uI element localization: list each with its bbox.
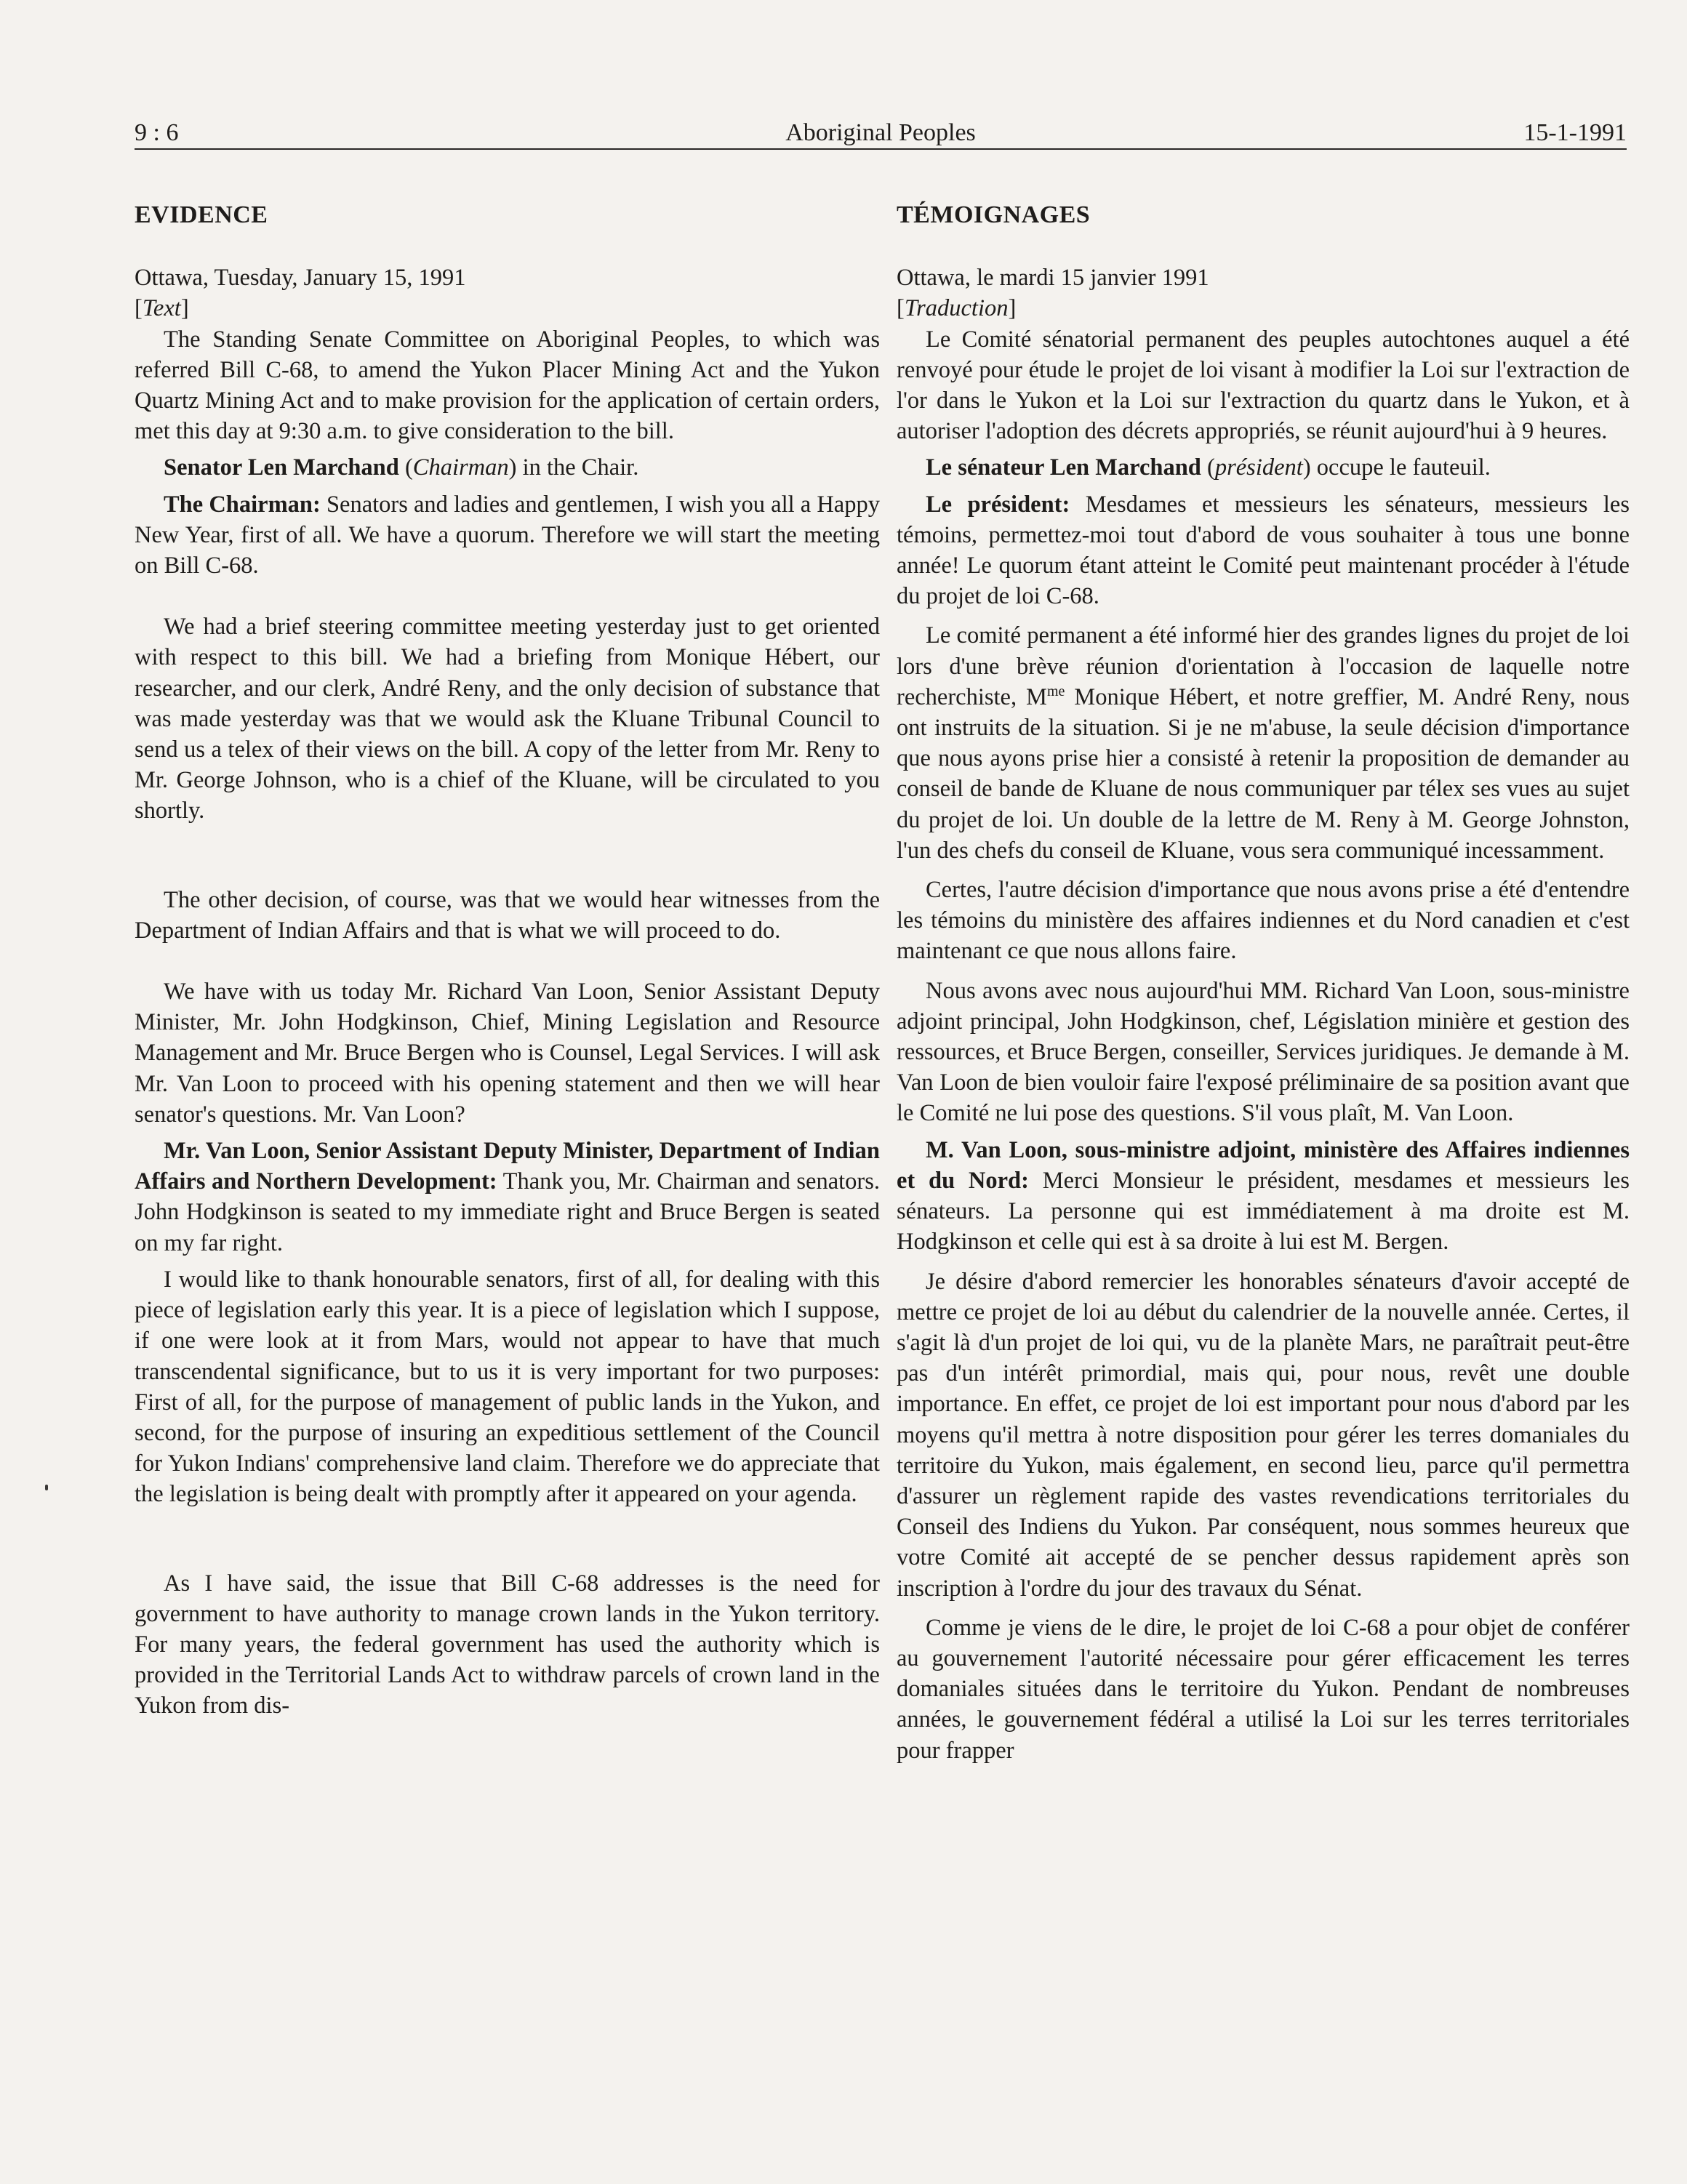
french-column bbox=[897, 200, 1630, 1766]
traduction-marker-label: Traduction bbox=[904, 295, 1009, 322]
english-paragraph-4: The other decision, of course, was that we would hear witnesses from the Department of Indian Affairs and that is what we will proceed to do. bbox=[135, 886, 880, 944]
traduction-marker: [Traduction] bbox=[897, 295, 1017, 322]
temoignages-heading: TÉMOIGNAGES bbox=[897, 201, 1091, 228]
french-chair-role: président bbox=[1214, 454, 1303, 481]
vanloon-label: Mr. Van Loon, Senior Assistant Deputy Minister, Department of Indian Affairs and Northern Development: bbox=[135, 1138, 880, 1195]
french-paragraph-1: Le Comité sénatorial permanent des peuples autochtones auquel a été renvoyé pour étude le projet de loi visant à modifier la Loi sur l'extraction de l'or dans le Yukon et la Loi sur l'extraction du quartz dans le Yukon, et à autoriser l'adoption des décrets appropriés, se réunit aujourd'hui à 9 heures. bbox=[897, 326, 1630, 445]
evidence-heading: EVIDENCE bbox=[135, 201, 268, 228]
president-text: Mesdames et messieurs les sénateurs, messieurs les témoins, permettez-moi tout d'abord de vous souhaiter à tous une bonne année! Le quorum étant atteint le Comité peut maintenant procéder à l'étude du projet de loi C-68. bbox=[897, 491, 1630, 610]
page-number: 9 : 6 bbox=[135, 119, 179, 146]
french-vanloon-label: M. Van Loon, sous-ministre adjoint, ministère des Affaires indiennes et du Nord: bbox=[897, 1136, 1630, 1194]
page-date: 15-1-1991 bbox=[1523, 119, 1627, 146]
french-paragraph-3 bbox=[897, 620, 1630, 866]
french-paragraph-4: Certes, l'autre décision d'importance que nous avons prise a été d'entendre les témoins du ministère des affaires indiennes et du Nord canadien et c'est maintenant ce que nous allons faire. bbox=[897, 877, 1630, 965]
english-dateline: Ottawa, Tuesday, January 15, 1991 bbox=[135, 265, 466, 292]
french-paragraph-5: Nous avons avec nous aujourd'hui MM. Richard Van Loon, sous-ministre adjoint principal, John Hodgkinson, chef, Législation minière et gestion des ressources, et Bruce Bergen, conseiller, Services juridiques. Je demande à M. Van Loon de bien vouloir faire l'exposé préliminaire de sa position avant que le Comité ne lui pose des questions. S'il vous plaît, M. Van Loon. bbox=[897, 977, 1630, 1127]
english-paragraph-7: I would like to thank honourable senators, first of all, for dealing with this piece of legislation early this year. It is a piece of legislation which I suppose, if one were look at it from Mars, would not appear to have that much transcendental significance, but to us it is very important for two purposes: First of all, for the purpose of management of public lands in the Yukon, and second, for the purpose of insuring an expeditious settlement of the Council for Yukon Indians' comprehensive land claim. Therefore we do appreciate that the legislation is being dealt with promptly after it appeared on your agenda. bbox=[135, 1266, 880, 1508]
text-marker: [Text] bbox=[135, 295, 189, 322]
chair-role: Chairman bbox=[412, 454, 509, 481]
french-paragraph-8: Comme je viens de le dire, le projet de loi C-68 a pour objet de conférer au gouvernement l'autorité nécessaire pour gérer efficacement les terres domaniales situées dans le territoire du Yukon. Pendant de nombreuses années, le gouvernement fédéral a utilisé la Loi sur les terres territoriales pour frapper bbox=[897, 1614, 1630, 1764]
french-paragraph-3-start: Le comité permanent a été informé hier des grandes lignes du projet de loi lors d'une brève réunion d'orientation à l'occasion de laquelle notre recherchiste, M bbox=[897, 622, 1630, 710]
president-label: Le président: bbox=[926, 491, 1070, 518]
chair-name: Senator Len Marchand bbox=[164, 454, 399, 481]
english-paragraph-8: As I have said, the issue that Bill C-68 addresses is the need for government to have authority to manage crown lands in the Yukon territory. For many years, the federal government has used the authority which is provided in the Territorial Lands Act to withdraw parcels of crown land in the Yukon from dis- bbox=[135, 1570, 880, 1719]
english-chairman-remarks bbox=[135, 489, 880, 582]
french-paragraph-7: Je désire d'abord remercier les honorables sénateurs d'avoir accepté de mettre ce projet de loi au début du calendrier de la nouvelle année. Certes, il s'agit là d'un projet de loi qui, vu de la planète Mars, ne paraîtrait peut-être pas d'un intérêt primordial, mais qui, pour nous, revêt une double importance. En effet, ce projet de loi est important pour nous d'abord par les moyens qu'il mettra à notre disposition pour gérer les terres domaniales du territoire du Yukon, mais également, en second lieu, parce qu'il permettra d'assurer un règlement rapide des vastes revendications territoriales du Conseil des Indiens du Yukon. Par conséquent, nous sommes heureux que votre Comité ait accepté de se pencher dessus rapidement après son inscription à l'ordre du jour des travaux du Sénat. bbox=[897, 1268, 1630, 1602]
french-president-remarks bbox=[897, 489, 1630, 612]
french-dateline: Ottawa, le mardi 15 janvier 1991 bbox=[897, 265, 1209, 292]
english-column bbox=[135, 200, 880, 1722]
english-paragraph-3: We had a brief steering committee meeting yesterday just to get oriented with respect to this bill. We had a briefing from Monique Hébert, our researcher, and our clerk, André Reny, and the only decision of substance that was made yesterday was that we would ask the Kluane Tribunal Council to send us a telex of their views on the bill. A copy of the letter from Mr. Reny to Mr. George Johnson, who is a chief of the Kluane, will be circulated to you shortly. bbox=[135, 614, 880, 824]
english-paragraph-5: We have with us today Mr. Richard Van Loon, Senior Assistant Deputy Minister, Mr. John Hodgkinson, Chief, Mining Legislation and Resource Management and Mr. Bruce Bergen who is Counsel, Legal Services. I will ask Mr. Van Loon to proceed with his opening statement and then we will hear senator's questions. Mr. Van Loon? bbox=[135, 979, 880, 1128]
text-marker-label: Text bbox=[142, 295, 181, 322]
running-title: Aboriginal Peoples bbox=[785, 119, 976, 146]
english-vanloon-remarks bbox=[135, 1136, 880, 1258]
chair-rest: in the Chair. bbox=[516, 454, 639, 481]
french-chair-rest: occupe le fauteuil. bbox=[1310, 454, 1491, 481]
page-header bbox=[135, 116, 1627, 150]
chairman-text: Senators and ladies and gentlemen, I wish you all a Happy New Year, first of all. We have a quorum. Therefore we will start the meeting on Bill C-68. bbox=[135, 491, 880, 579]
margin-mark bbox=[45, 1485, 48, 1490]
french-paragraph-3-end: Monique Hébert, et notre greffier, M. André Reny, nous ont instruits de la situation. Si je ne m'abuse, la seule décision d'importance que nous ayons prise hier a consisté à retenir la proposition de demander au conseil de bande de Kluane de nous communiquer par télex ses vues au sujet du projet de loi. Un double de la lettre de M. Reny à M. George Johnston, l'un des chefs du conseil de Kluane, vous sera communiqué incessamment. bbox=[897, 683, 1630, 864]
french-chair-line: Le sénateur Len Marchand (président) occupe le fauteuil. bbox=[926, 454, 1491, 481]
chairman-label: The Chairman: bbox=[164, 491, 321, 518]
french-chair-name: Le sénateur Len Marchand bbox=[926, 454, 1201, 481]
english-paragraph-1: The Standing Senate Committee on Aboriginal Peoples, to which was referred Bill C-68, to amend the Yukon Placer Mining Act and the Yukon Quartz Mining Act and to make provision for the application of certain orders, met this day at 9:30 a.m. to give consideration to the bill. bbox=[135, 326, 880, 445]
vanloon-text: Thank you, Mr. Chairman and senators. John Hodgkinson is seated to my immediate right and Bruce Bergen is seated on my far right. bbox=[135, 1168, 881, 1256]
french-vanloon-remarks bbox=[897, 1135, 1630, 1258]
english-chair-line: Senator Len Marchand (Chairman) in the Chair. bbox=[164, 454, 639, 481]
madame-superscript: me bbox=[1046, 683, 1065, 699]
french-vanloon-text: Merci Monsieur le président, mesdames et messieurs les sénateurs. La personne qui est immédiatement à ma droite est M. Hodgkinson et celle qui est à sa droite à lui est M. Bergen. bbox=[897, 1167, 1630, 1256]
